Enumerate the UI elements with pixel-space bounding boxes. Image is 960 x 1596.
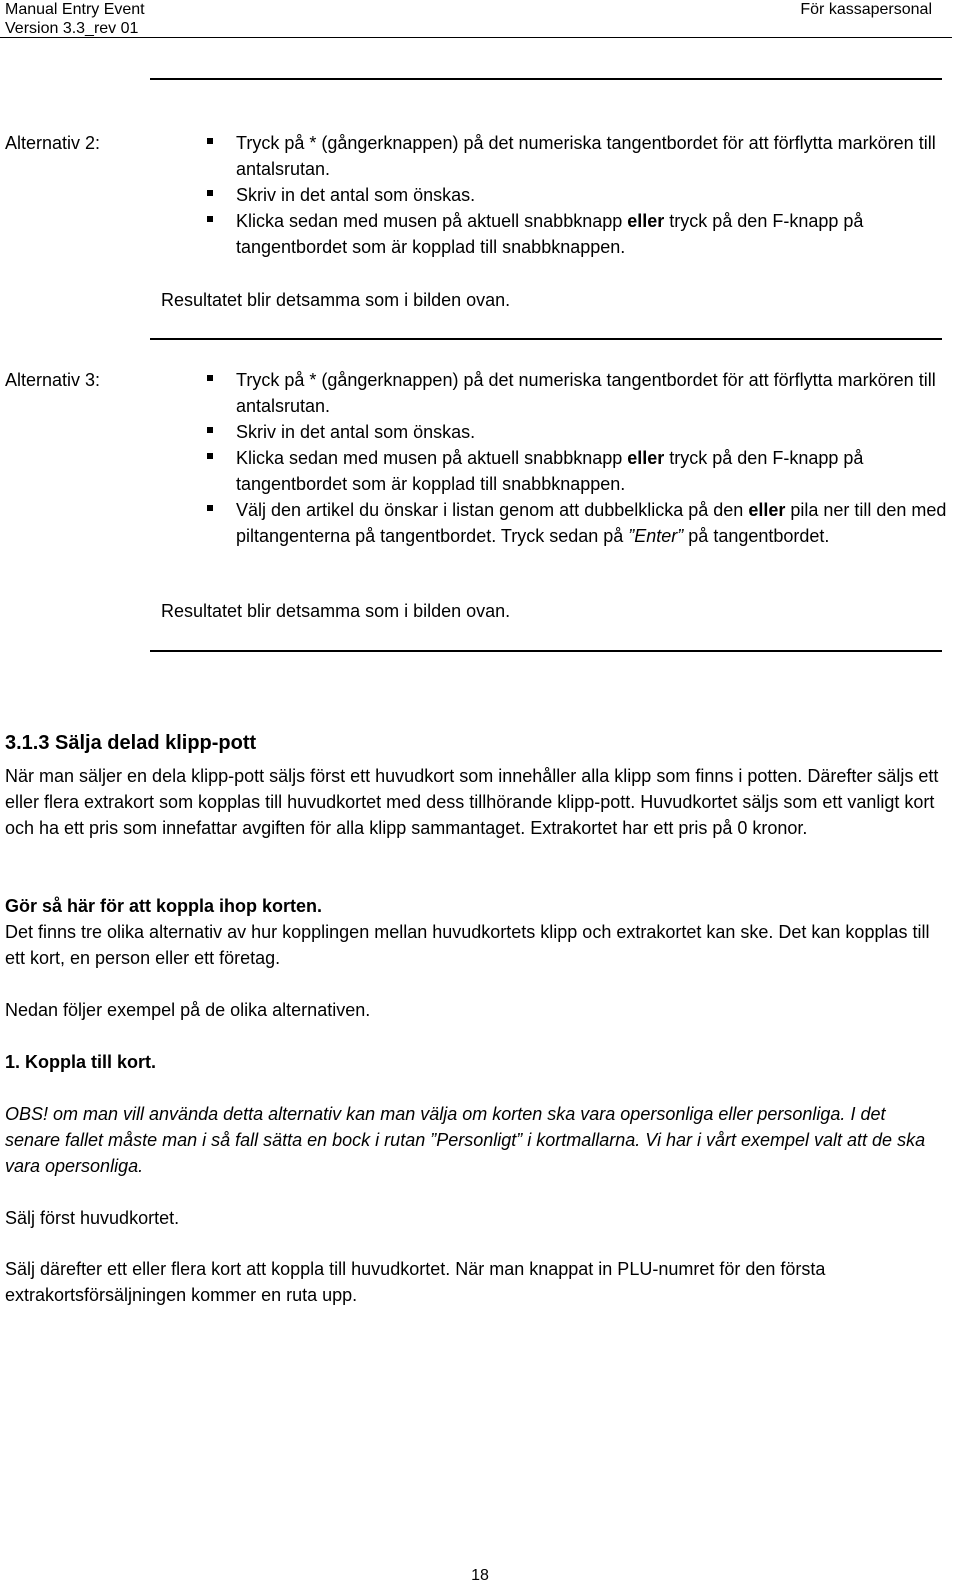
text-span: pila ner till den med piltangenterna på tangentbordet. Tryck sedan på xyxy=(236,500,947,546)
doc-version: Version 3.3_rev 01 xyxy=(5,20,139,37)
text-span: tryck på den F-knapp på tangentbordet som är kopplad till snabbknappen. xyxy=(236,211,864,257)
emphasis: eller xyxy=(627,211,665,231)
doc-audience: För kassapersonal xyxy=(800,1,932,18)
alt3-list xyxy=(205,367,950,549)
alt2-result: Resultatet blir detsamma som i bilden ovan. xyxy=(161,290,511,310)
alt2-list xyxy=(205,130,950,260)
header-rule xyxy=(0,37,952,38)
list-item xyxy=(205,497,950,549)
text-span: Välj den artikel du önskar i listan genom att dubbelklicka på den xyxy=(236,500,749,520)
divider xyxy=(150,78,942,80)
howto-heading: Gör så här för att koppla ihop korten. xyxy=(5,896,323,916)
section-intro: När man säljer en dela klipp-pott säljs först ett huvudkort som innehåller alla klipp som finns i potten. Därefter säljs ett eller flera extrakort som kopplas till huvudkortet med dess tillhörande klipp-pott. Huvudkortet säljs som ett vanligt kort och ha ett pris som innefattar avgiften för alla klipp sammantaget. Extrakortet har ett pris på 0 kronor. xyxy=(5,766,939,838)
doc-title: Manual Entry Event xyxy=(5,1,145,18)
list-item: Tryck på * (gångerknappen) på det numeriska tangentbordet för att förflytta markören till antalsrutan. xyxy=(205,130,950,182)
sub-heading: 1. Koppla till kort. xyxy=(5,1052,157,1072)
page-number: 18 xyxy=(471,1567,489,1584)
alt2-label: Alternativ 2: xyxy=(5,133,101,153)
step-2: Sälj därefter ett eller flera kort att koppla till huvudkortet. När man knappat in PLU-numret för den första extrakortsförsäljningen kommer en ruta upp. xyxy=(5,1259,826,1305)
list-item: Skriv in det antal som önskas. xyxy=(205,419,950,445)
examples-text: Nedan följer exempel på de olika alternativen. xyxy=(5,1000,371,1020)
section-heading: 3.1.3 Sälja delad klipp-pott xyxy=(5,732,257,754)
alt3-label: Alternativ 3: xyxy=(5,370,101,390)
divider xyxy=(150,650,942,652)
howto-text: Det finns tre olika alternativ av hur kopplingen mellan huvudkortets klipp och extrakortet kan ske. Det kan kopplas till ett kort, en person eller ett företag. xyxy=(5,922,930,968)
list-item: Skriv in det antal som önskas. xyxy=(205,182,950,208)
key-name: ”Enter” xyxy=(628,526,684,546)
text-span: Klicka sedan med musen på aktuell snabbknapp xyxy=(236,448,628,468)
text-span: på tangentbordet. xyxy=(683,526,830,546)
list-item xyxy=(205,208,950,260)
step-1: Sälj först huvudkortet. xyxy=(5,1208,180,1228)
emphasis: eller xyxy=(748,500,786,520)
alt3-result: Resultatet blir detsamma som i bilden ovan. xyxy=(161,601,511,621)
list-item xyxy=(205,445,950,497)
emphasis: eller xyxy=(627,448,665,468)
divider xyxy=(150,338,942,340)
text-span: tryck på den F-knapp på tangentbordet som är kopplad till snabbknappen. xyxy=(236,448,864,494)
text-span: Klicka sedan med musen på aktuell snabbknapp xyxy=(236,211,628,231)
list-item: Tryck på * (gångerknappen) på det numeriska tangentbordet för att förflytta markören till antalsrutan. xyxy=(205,367,950,419)
obs-note: OBS! om man vill använda detta alternativ kan man välja om korten ska vara opersonliga eller personliga. I det senare fallet måste man i så fall sätta en bock i rutan ”Personligt” i kortmallarna. Vi har i vårt exempel valt att de ska vara opersonliga. xyxy=(5,1104,926,1176)
